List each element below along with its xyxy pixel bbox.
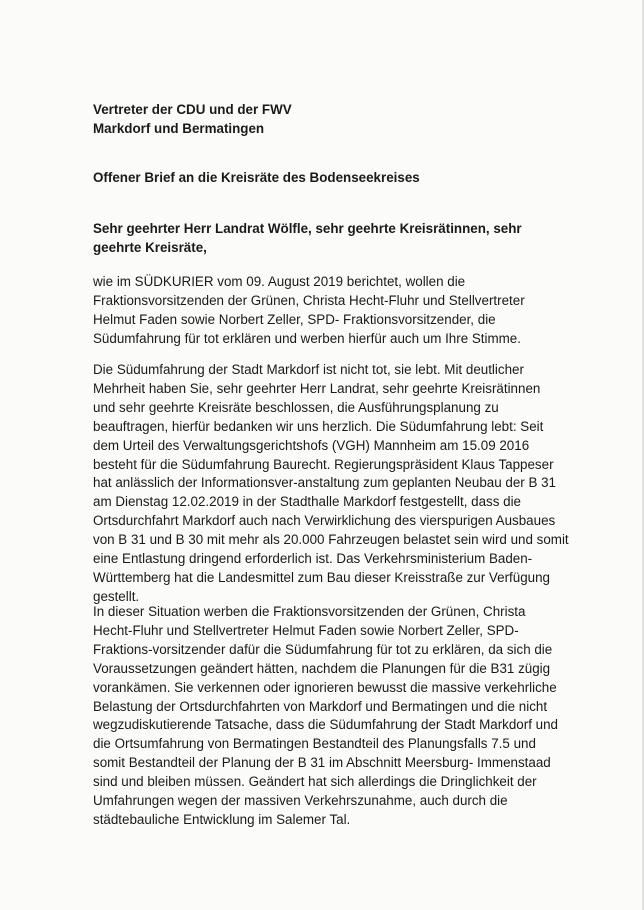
paragraph-line: beauftragen, hierfür bedanken wir uns herzlich. Die Südumfahrung lebt: Seit	[93, 418, 544, 434]
paragraph-line: Fraktions-vorsitzender dafür die Südumfahrung für tot zu erklären, da sich die	[93, 641, 553, 657]
paragraph-line: am Dienstag 12.02.2019 in der Stadthalle Markdorf festgestellt, dass die	[93, 494, 522, 510]
sender-line-1: Vertreter der CDU und der FWV	[93, 102, 292, 117]
paragraph-line: wegzudiskutierende Tatsache, dass die Südumfahrung der Stadt Markdorf und	[93, 717, 558, 733]
paragraph-line: In dieser Situation werben die Fraktionsvorsitzenden der Grünen, Christa	[93, 604, 526, 619]
paragraph-line: Voraussetzungen geändert hätten, nachdem die Planungen für die B31 zügig	[93, 660, 551, 676]
paragraph-line: Belastung der Ortsdurchfahrten von Markdorf und Bermatingen und die nicht	[93, 698, 548, 714]
paragraph-line: Ortsdurchfahrt Markdorf auch nach Verwirklichung des vierspurigen Ausbaues	[93, 513, 556, 529]
paragraph-line: hat anlässlich der Informationsver-anstaltung zum geplanten Neubau der B 31	[93, 475, 556, 491]
paragraph-line: eine Entlastung dringend erforderlich ist. Das Verkehrsministerium Baden-	[93, 551, 533, 567]
paragraph-line: wie im SÜDKURIER vom 09. August 2019 berichtet, wollen die	[93, 274, 466, 289]
paragraph-line: Die Südumfahrung der Stadt Markdorf ist nicht tot, sie lebt. Mit deutlicher	[93, 362, 524, 377]
paragraph-line: sind und bleiben müssen. Geändert hat sich allerdings die Dringlichkeit der	[93, 774, 537, 790]
paragraph-line: dem Urteil des Verwaltungsgerichtshofs (VGH) Mannheim am 15.09 2016	[93, 437, 530, 453]
salutation: Sehr geehrter Herr Landrat Wölfle, sehr geehrte Kreisrätinnen, sehr geehrte Kreisräte,	[93, 221, 522, 255]
paragraph-line: Helmut Faden sowie Norbert Zeller, SPD- Fraktionsvorsitzender, die	[93, 311, 496, 327]
letter-subject: Offener Brief an die Kreisräte des Bodenseekreises	[93, 170, 420, 185]
paragraph-line: Württemberg hat die Landesmittel zum Bau dieser Kreisstraße zur Verfügung	[93, 569, 550, 585]
sender-block	[93, 100, 292, 138]
paragraph-line: somit Bestandteil der Planung der B 31 im Abschnitt Meersburg- Immenstaad	[93, 755, 551, 771]
paragraph-line: Südumfahrung für tot erklären und werben hierfür auch um Ihre Stimme.	[93, 330, 521, 346]
paragraph-line: vorankämen. Sie verkennen oder ignorieren bewusst die massive verkehrliche	[93, 679, 557, 695]
paragraph-line: Fraktionsvorsitzenden der Grünen, Christa Hecht-Fluhr und Stellvertreter	[93, 292, 525, 308]
paragraph-line: die Ortsumfahrung von Bermatingen Bestandteil des Planungsfalls 7.5 und	[93, 736, 536, 752]
paragraph-line: Umfahrungen wegen der massiven Verkehrszunahme, auch durch die	[93, 793, 508, 809]
paragraph-2	[93, 361, 569, 607]
paragraph-line: besteht für die Südumfahrung Baurecht. Regierungspräsident Klaus Tappeser	[93, 456, 554, 472]
paragraph-line: von B 31 und B 30 mit mehr als 20.000 Fahrzeugen belastet sein wird und somit	[93, 532, 569, 548]
paragraph-3	[93, 603, 563, 830]
paragraph-line: und sehr geehrte Kreisräte beschlossen, die Ausführungsplanung zu	[93, 399, 499, 415]
paragraph-line: Mehrheit haben Sie, sehr geehrter Herr Landrat, sehr geehrte Kreisrätinnen	[93, 380, 541, 396]
paragraph-line: städtebauliche Entwicklung im Salemer Tal.	[93, 811, 351, 827]
paragraph-1	[93, 273, 563, 349]
paragraph-line: gestellt.	[93, 588, 140, 604]
sender-line-2: Markdorf und Bermatingen	[93, 121, 265, 136]
paragraph-line: Hecht-Fluhr und Stellvertreter Helmut Faden sowie Norbert Zeller, SPD-	[93, 622, 519, 638]
